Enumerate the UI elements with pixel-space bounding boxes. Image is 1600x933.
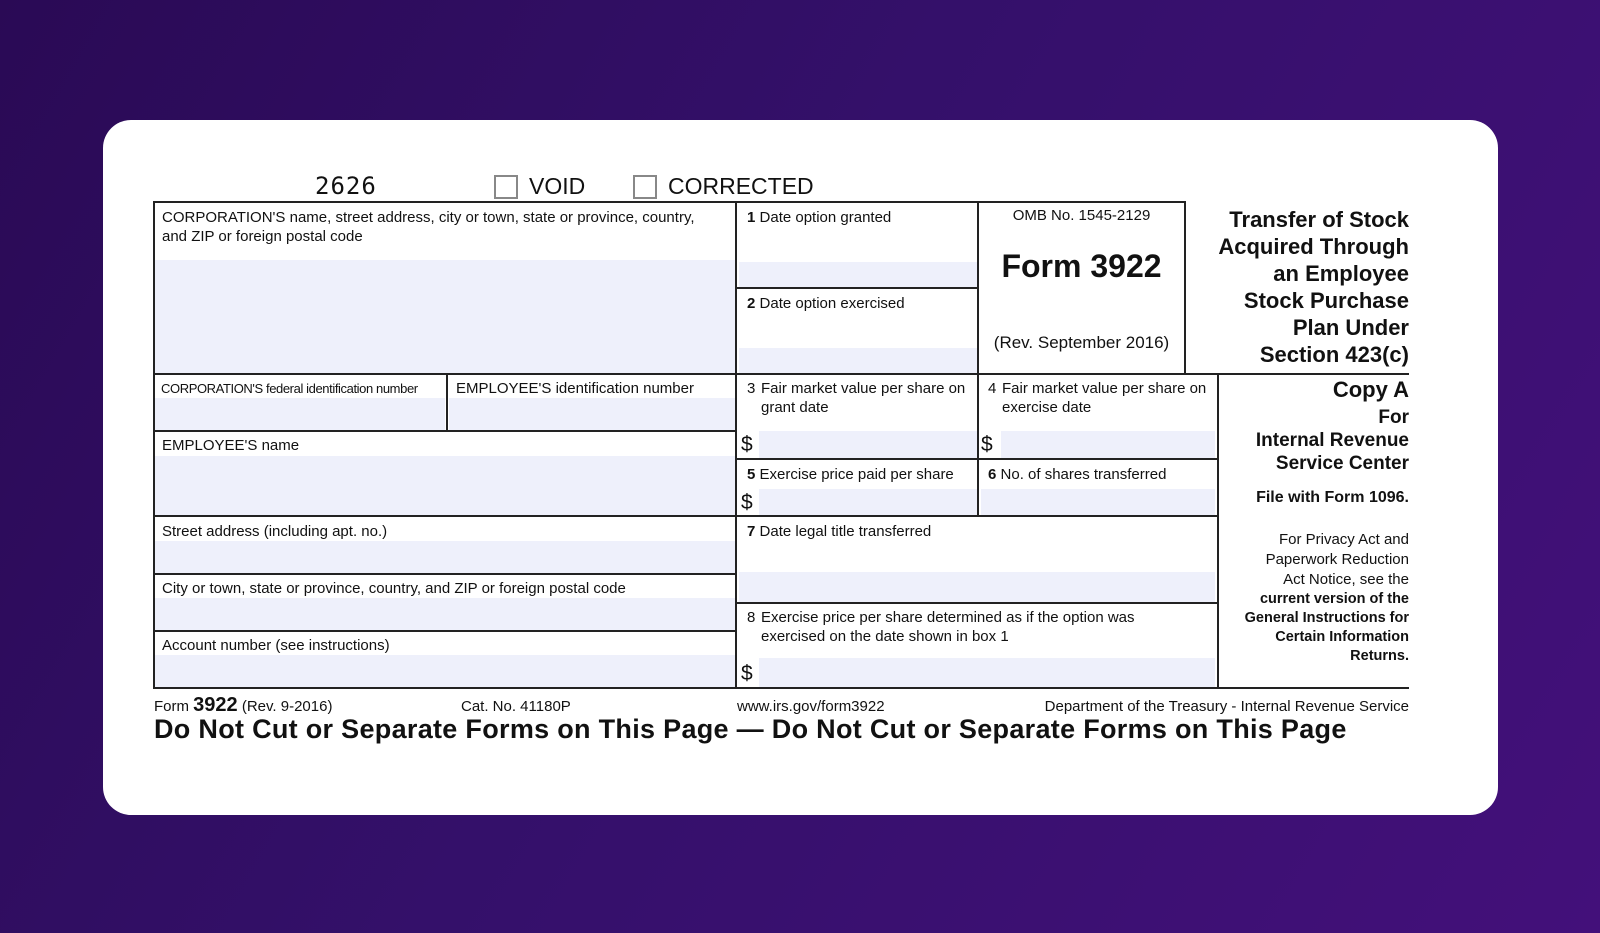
omb-right-rule: [1184, 201, 1186, 373]
street-bottom-rule: [153, 573, 737, 575]
form-bottom-rule: [153, 687, 1409, 689]
box1-label: 1 Date option granted: [747, 209, 892, 226]
copy-destination: [1221, 406, 1409, 475]
copy-line: For: [1378, 407, 1409, 428]
copy-label: Copy A: [1332, 377, 1409, 402]
corp-fed-id-label: CORPORATION'S federal identification number: [161, 381, 418, 396]
privacy-notice: [1219, 530, 1409, 590]
title-line: Acquired Through: [1218, 234, 1409, 259]
notice-bold-line: current version of the: [1259, 591, 1409, 607]
box6-label: 6 No. of shares transferred: [988, 466, 1167, 483]
title-line: Transfer of Stock: [1229, 207, 1409, 232]
notice-bold-line: General Instructions for: [1244, 610, 1409, 626]
account-field[interactable]: [155, 655, 735, 687]
notice-bold-line: Certain Information: [1275, 629, 1409, 645]
box7-field[interactable]: [739, 572, 1215, 602]
box4-dollar: $: [981, 433, 993, 456]
row-name-rule: [153, 515, 1219, 517]
notice-bold-line: Returns.: [1350, 648, 1409, 664]
box2-field[interactable]: [739, 348, 977, 373]
footer-dept: Department of the Treasury - Internal Revenue Service: [1044, 698, 1409, 715]
footer-form-prefix: Form: [154, 698, 189, 715]
notice-line: Paperwork Reduction: [1265, 551, 1409, 568]
omb-number: OMB No. 1545-2129: [1012, 207, 1151, 224]
box3-num: 3: [747, 380, 756, 397]
corp-name-field[interactable]: [155, 260, 735, 373]
street-label: Street address (including apt. no.): [162, 523, 388, 540]
account-label: Account number (see instructions): [162, 637, 390, 654]
copy-line: Internal Revenue: [1255, 430, 1409, 451]
street-field[interactable]: [155, 541, 735, 573]
box5-field[interactable]: [759, 489, 977, 515]
corrected-checkbox[interactable]: [633, 175, 657, 199]
box5-dollar: $: [741, 491, 753, 514]
employee-name-field[interactable]: [155, 456, 735, 515]
employee-id-field[interactable]: [449, 398, 735, 430]
box4-num: 4: [988, 380, 997, 397]
form-revision: (Rev. September 2016): [993, 333, 1170, 352]
box7-label: 7 Date legal title transferred: [747, 523, 932, 540]
form-description: [1187, 206, 1409, 368]
form-top-rule: [153, 201, 1185, 203]
box8-dollar: $: [741, 662, 753, 685]
box5-label: 5 Exercise price paid per share: [747, 466, 954, 483]
id-bottom-rule: [153, 430, 737, 432]
box2-label: 2 Date option exercised: [747, 295, 905, 312]
row2-rule: [153, 373, 1409, 375]
box8-num: 8: [747, 609, 756, 626]
box3-label: Fair market value per share on grant date: [761, 380, 966, 416]
box4-label: Fair market value per share on exercise date: [1002, 380, 1207, 416]
file-with: File with Form 1096.: [1256, 489, 1409, 506]
box3-bottom-rule: [737, 458, 1219, 460]
form-code: 2626: [315, 172, 377, 200]
footer-form-rev: (Rev. 9-2016): [241, 698, 333, 715]
employee-id-label: EMPLOYEE'S identification number: [456, 380, 694, 397]
box1-bottom-rule: [737, 287, 977, 289]
notice-bold: [1215, 590, 1409, 666]
notice-line: Act Notice, see the: [1283, 571, 1409, 588]
cut-warning: Do Not Cut or Separate Forms on This Page — Do Not Cut or Separate Forms on This Page: [154, 714, 1347, 744]
void-label: VOID: [529, 173, 586, 199]
box1-field[interactable]: [739, 262, 977, 287]
corp-fed-id-field[interactable]: [155, 398, 445, 430]
city-field[interactable]: [155, 598, 735, 630]
employee-name-label: EMPLOYEE'S name: [162, 437, 300, 454]
corp-name-label: CORPORATION'S name, street address, city or town, state or province, country, and ZIP or foreign postal code: [162, 209, 695, 245]
form-title: Form 3922: [1001, 248, 1162, 284]
form-left-rule: [153, 201, 155, 689]
title-line: Plan Under: [1292, 315, 1409, 340]
box4-field[interactable]: [1001, 431, 1215, 458]
title-line: Section 423(c): [1259, 342, 1409, 367]
copy-line: Service Center: [1275, 453, 1409, 474]
box7-bottom-rule: [737, 602, 1219, 604]
title-line: Stock Purchase: [1243, 288, 1409, 313]
box3-field[interactable]: [759, 431, 977, 458]
footer-form-number: 3922: [193, 694, 238, 716]
city-label: City or town, state or province, country, and ZIP or foreign postal code: [162, 580, 626, 597]
footer-url[interactable]: www.irs.gov/form3922: [737, 698, 885, 715]
footer-cat-no: Cat. No. 41180P: [461, 698, 571, 715]
box3-dollar: $: [741, 433, 753, 456]
void-checkbox[interactable]: [494, 175, 518, 199]
box6-field[interactable]: [981, 489, 1215, 515]
city-bottom-rule: [153, 630, 737, 632]
box8-field[interactable]: [759, 658, 1215, 687]
box8-label: Exercise price per share determined as if the option was exercised on the date shown in box 1: [761, 609, 1135, 645]
form-card: [103, 120, 1498, 815]
title-line: an Employee: [1273, 261, 1409, 286]
center-divider: [735, 201, 737, 689]
corrected-label: CORRECTED: [668, 173, 814, 199]
notice-line: For Privacy Act and: [1278, 531, 1409, 548]
